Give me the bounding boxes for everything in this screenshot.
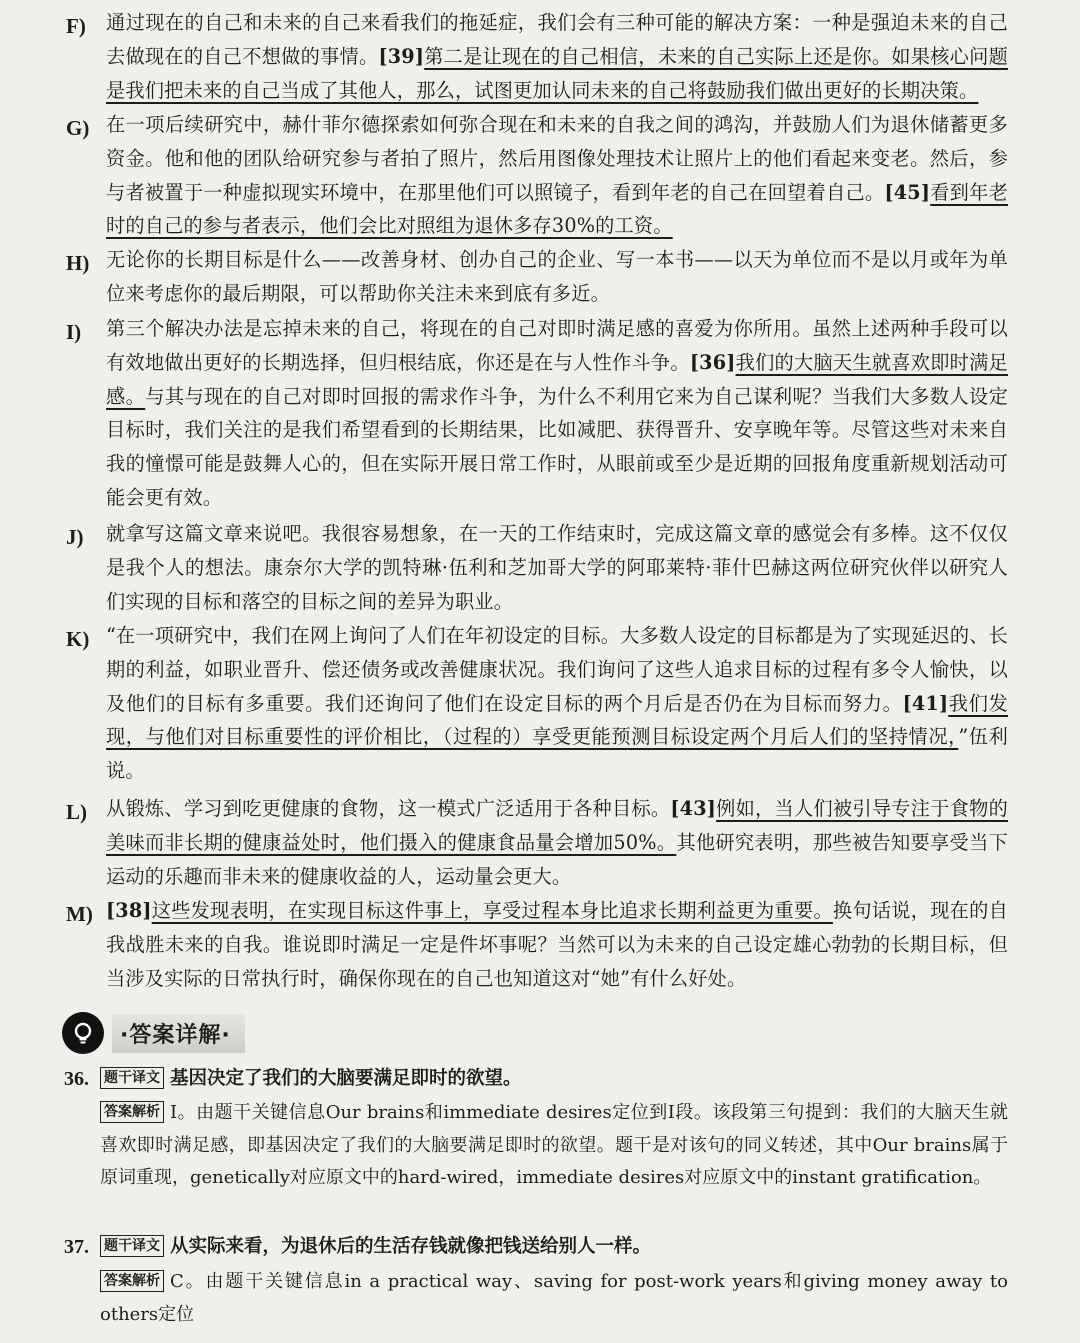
question-ref: [38] <box>106 899 152 922</box>
underlined-answer: 例如，当人们被引导专注于食物的美味而非长期的健康益处时，他们摄入的健康食品量会增加50%。 <box>106 797 1008 854</box>
question-ref: [45] <box>884 180 931 204</box>
answer-37-analysis <box>100 1266 1008 1331</box>
underlined-answer: 第二是让现在的自己相信，未来的自己实际上还是你。如果核心问题是我们把未来的自己当成了其他人，那么，试图更加认同未来的自己将鼓励我们做出更好的长期决策。 <box>106 44 1008 102</box>
paragraph-label: K) <box>66 627 90 651</box>
answers-title: ·答案详解· <box>112 1014 245 1053</box>
question-translation: 基因决定了我们的大脑要满足即时的欲望。 <box>170 1068 522 1089</box>
paragraph-label: H) <box>66 251 90 275</box>
paragraph-k <box>66 619 1008 788</box>
lightbulb-icon <box>62 1012 104 1054</box>
answer-36-analysis <box>100 1097 1008 1195</box>
paragraph-text <box>106 517 1008 618</box>
question-ref: [41] <box>902 691 949 715</box>
paragraph-body-tail: 换句话说，现在的自我战胜未来的自我。谁说即时满足一定是件坏事呢？当然可以为未来的自己设定雄心勃勃的长期目标，但当涉及实际的日常执行时，确保你现在的自己也知道这对“她”有什么好处。 <box>106 899 1008 990</box>
paragraph-body-tail: ”伍利说。 <box>106 725 1008 783</box>
paragraph-g <box>66 108 1008 243</box>
paragraph-label: F) <box>66 14 86 38</box>
paragraph-body-tail: 与其与现在的自己对即时回报的需求作斗争，为什么不利用它来为自己谋利呢？当我们大多数人设定目标时，我们关注的是我们希望看到的长期结果，比如减肥、获得晋升、安享晚年等。尽管这些对未来自我的憧憬可能是鼓舞人心的，但在实际开展日常工作时，从眼前或至少是近期的回报角度重新规划活动可能会更有效。 <box>106 384 1008 509</box>
question-ref: [43] <box>670 797 717 820</box>
paragraph-body: 通过现在的自己和未来的自己来看我们的拖延症，我们会有三种可能的解决方案：一种是强迫未来的自己去做现在的自己不想做的事情。 <box>106 11 1008 68</box>
analysis-text: C。由题干关键信息in a practical way、saving for post-work years和giving money away to others定位 <box>100 1271 1008 1325</box>
paragraph-text <box>106 6 1008 107</box>
paragraph-label: M) <box>66 902 93 926</box>
analysis-text: I。由题干关键信息Our brains和immediate desires定位到I段。该段第三句提到：我们的大脑天生就喜欢即时满足感，即基因决定了我们的大脑要满足即时的欲望。题干是对该句的同义转述，其中Our brains属于原词重现，genetically对应原文中的hard-wired，immediate desires对应原文中的instant gratification。 <box>100 1102 1008 1188</box>
paragraph-l <box>66 792 1008 893</box>
paragraph-body: 第三个解决办法是忘掉未来的自己，将现在的自己对即时满足感的喜爱为你所用。虽然上述两种手段可以有效地做出更好的长期选择，但归根结底，你还是在与人性作斗争。 <box>106 317 1008 374</box>
paragraph-body: “在一项研究中，我们在网上询问了人们在年初设定的目标。大多数人设定的目标都是为了实现延迟的、长期的利益，如职业晋升、偿还债务或改善健康状况。我们询问了这些人追求目标的过程有多令人愉快，以及他们的目标有多重要。我们还询问了他们在设定目标的两个月后是否仍在为目标而努力。 <box>106 624 1008 715</box>
paragraph-j <box>66 517 1008 618</box>
underlined-answer: 看到年老时的自己的参与者表示，他们会比对照组为退休多存30%的工资。 <box>106 180 1008 238</box>
paragraph-label: G) <box>66 116 90 140</box>
answers-section-header <box>62 1012 245 1054</box>
paragraph-body: 在一项后续研究中，赫什菲尔德探索如何弥合现在和未来的自我之间的鸿沟，并鼓励人们为退休储蓄更多资金。他和他的团队给研究参与者拍了照片，然后用图像处理技术让照片上的他们看起来变老。然后，参与者被置于一种虚拟现实环境中，在那里他们可以照镜子，看到年老的自己在回望着自己。 <box>106 113 1008 204</box>
paragraph-text <box>106 108 1008 243</box>
paragraph-text <box>106 792 1008 893</box>
answer-analysis-tag: 答案解析 <box>100 1101 164 1123</box>
answer-37-question <box>64 1231 1008 1263</box>
paragraph-f <box>66 6 1008 107</box>
question-translation-tag: 题干译文 <box>100 1235 164 1257</box>
question-translation: 从实际来看，为退休后的生活存钱就像把钱送给别人一样。 <box>170 1236 652 1257</box>
paragraph-h <box>66 243 1008 311</box>
question-translation-tag: 题干译文 <box>100 1067 164 1089</box>
paragraph-i <box>66 312 1008 515</box>
paragraph-text <box>106 243 1008 311</box>
underlined-answer: 我们发现，与他们对目标重要性的评价相比，（过程的）享受更能预测目标设定两个月后人们的坚持情况， <box>106 691 1008 749</box>
underlined-answer: 这些发现表明，在实现目标这件事上，享受过程本身比追求长期利益更为重要。 <box>151 899 833 922</box>
paragraph-body-tail: 其他研究表明，那些被告知要享受当下运动的乐趣而非未来的健康收益的人，运动量会更大。 <box>106 830 1008 888</box>
underlined-answer: 我们的大脑天生就喜欢即时满足感。 <box>106 350 1008 408</box>
paragraph-text <box>106 894 1008 995</box>
question-ref: [39] <box>378 44 425 68</box>
question-number: 37. <box>64 1236 89 1258</box>
paragraph-label: I) <box>66 320 82 344</box>
paragraph-text <box>106 619 1008 788</box>
question-number: 36. <box>64 1068 89 1090</box>
paragraph-m <box>66 894 1008 995</box>
paragraph-body: 从锻炼、学习到吃更健康的食物，这一模式广泛适用于各种目标。 <box>106 797 671 820</box>
paragraph-text <box>106 312 1008 515</box>
answer-analysis-tag: 答案解析 <box>100 1270 164 1292</box>
paragraph-label: J) <box>66 525 84 549</box>
answer-36-question <box>64 1063 1008 1095</box>
question-ref: [36] <box>689 350 736 374</box>
paragraph-body: 无论你的长期目标是什么——改善身材、创办自己的企业、写一本书——以天为单位而不是以月或年为单位来考虑你的最后期限，可以帮助你关注未来到底有多近。 <box>106 248 1008 305</box>
paragraph-label: L) <box>66 800 87 824</box>
paragraph-body: 就拿写这篇文章来说吧。我很容易想象，在一天的工作结束时，完成这篇文章的感觉会有多棒。这不仅仅是我个人的想法。康奈尔大学的凯特琳·伍利和芝加哥大学的阿耶莱特·菲什巴赫这两位研究伙伴以研究人们实现的目标和落空的目标之间的差异为职业。 <box>106 522 1008 613</box>
